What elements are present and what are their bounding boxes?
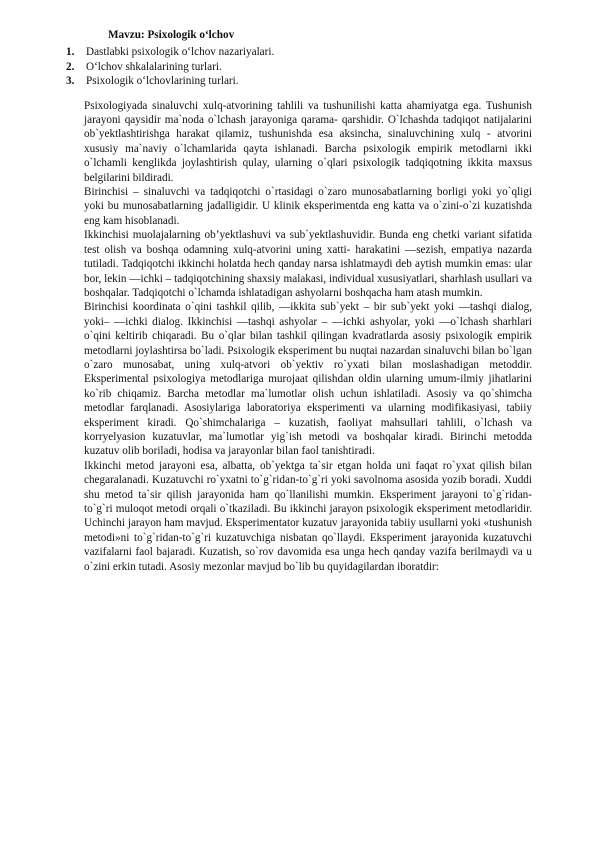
- plan-item-number: 2.: [66, 60, 75, 73]
- plan-list: [66, 45, 532, 88]
- plan-item-text: O‘lchov shkalalarining turlari.: [86, 60, 222, 73]
- paragraph-intro: Psixologiyada sinaluvchi xulq-atvorining tahlili va tushunilishi katta ahamiyatga ega. Tushunish jarayoni qaysidir ma`noda o`lchash jarayoniga qarama- qarshidir. O`lchashda tadqiqot natijalarini ob`yektlashtirishga harakat qilamiz, tushunishda esa aksincha, sinaluvchining xulq - atvorini xususiy ma`naviy o`lchamlarida qayta ishlanadi. Barcha psixologik empirik metodlarni ikki o`lchamli kenglikda joylashtirish qulay, ularning o`qlari psixologik tadqiqotning ikkita maxsus belgilarini bildiradi.: [84, 99, 532, 184]
- paragraph-coordinates: Birinchisi koordinata o`qini tashkil qilib, ―ikkita sub`yekt – bir sub`yekt yoki ―tashqi dialog, yoki– ―ichki dialog. Ikkinchisi ―tashqi ashyolar – ―ichki ashyolar, yoki ―o`lchash sharhlari o`qini keltirib chiqaradi. Bu o`qlar bilan tashkil qilingan kvadratlarda asosiy psixologik empirik metodlarni joylashtirsa bo`ladi. Psixologik eksperiment bu nuqtai nazardan sinaluvchi bilan bo`lgan o`zaro munosabat, uning xulq-atvori ob`yektiv ro`yxati bilan moslashadigan metoddir. Eksperimental psixologiya metodlariga murojaat qilishdan oldin ularning umum-ilmiy jihatlarini ko`rib chiqamiz. Barcha metodlar ma`lumotlar olish uchun ishlatiladi. Asosiy va qo`shimcha metodlar farqlanadi. Asosiylariga laboratoriya eksperimenti va ularning modifikasiyasi, tabiiy eksperiment kiradi. Qo`shimchalariga – kuzatish, faoliyat mahsullari tahlili, o`lchash va korryelyasion kuzatuvlar, ma`lumotlar yig`ish metodi va boshqalar kiradi. Birinchi metodda kuzatuv olib boriladi, hodisa va jarayonlar bilan faol tanishtiradi.: [84, 301, 532, 458]
- plan-item: [66, 60, 532, 74]
- plan-item-number: 3.: [66, 75, 75, 88]
- document-page: [66, 28, 532, 574]
- plan-item: [66, 45, 532, 59]
- plan-item-text: Dastlabki psixologik o‘lchov nazariyalari.: [86, 46, 275, 59]
- paragraph-first-criterion: Birinchisi – sinaluvchi va tadqiqotchi o`rtasidagi o`zaro munosabatlarning borligi yoki yo`qligi yoki bu munosabatlarning jadalligidir. U klinik eksperimentda eng katta va o`zini-o`zi kuzatishda eng kam hisoblanadi.: [84, 186, 532, 227]
- paragraph-second-method: Ikkinchi metod jarayoni esa, albatta, ob`yektga ta`sir etgan holda uni faqat ro`yxat qilish bilan chegaralanadi. Kuzatuvchi ro`yxatni to`g`ridan-to`g`ri yoki savolnoma asosida yozib boradi. Xuddi shu metod ta`sir qilish jarayonida ham qo`llanilishi mumkin. Eksperiment jarayoni to`g`ridan-to`g`ri muloqot metodi orqali o`tkaziladi. Bu ikkinchi jarayon psixologik eksperiment metodlaridir. Uchinchi jarayon ham mavjud. Eksperimentator kuzatuv jarayonida tabiiy usullarni yoki «tushunish metodi»ni to`g`ridan-to`g`ri kuzatuvchiga nisbatan qo`llaydi. Eksperiment jarayonida kuzatuvchi vazifalarni faol bajaradi. Kuzatish, so`rov davomida esa unga hech qanday vazifa berilmaydi va u o`zini erkin tutadi. Asosiy mezonlar mavjud bo`lib bu quyidagilardan iboratdir:: [84, 459, 532, 573]
- plan-item-text: Psixologik o‘lchovlarining turlari.: [86, 75, 239, 88]
- paragraph-second-criterion: Ikkinchisi muolajalarning ob’yektlashuvi va sub`yektlashuvidir. Bunda eng chetki variant sifatida test olish va boshqa odamning xulq-atvorini uning xatti- harakatini ―sezish, empatiya nazarda tutiladi. Tadqiqotchi ikkinchi holatda hech qanday narsa ishlatmaydi deb aytish mumkin emas: ular bor, lekin ―ichki – tadqiqotchining shaxsiy malakasi, individual xususiyatlari, sharhlash usullari va boshqalar. Tadqiqotchi o`lchamda ishlatadigan ashyolarni boshqacha ham atash mumkin.: [84, 229, 532, 299]
- plan-item-number: 1.: [66, 46, 75, 59]
- document-title: Mavzu: Psixologik o‘lchov: [108, 29, 235, 41]
- plan-item: [66, 74, 532, 88]
